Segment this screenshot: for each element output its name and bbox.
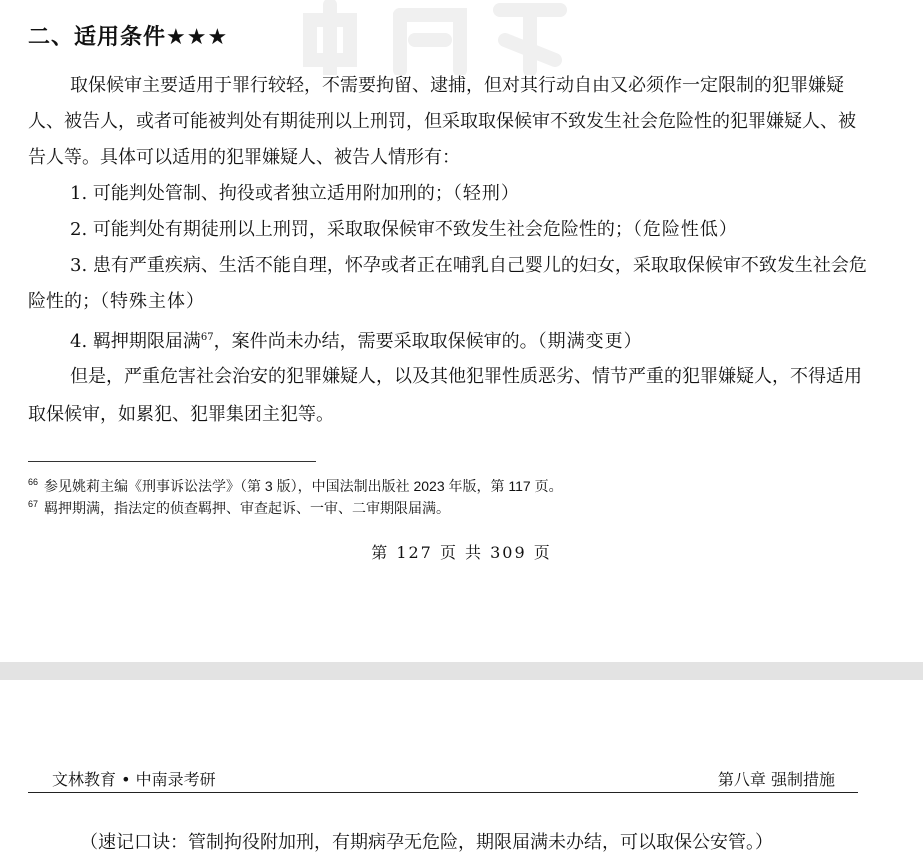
closing-paragraph: 但是，严重危害社会治安的犯罪嫌疑人，以及其他犯罪性质恶劣、情节严重的犯罪嫌疑人，不得适用取保候审，如累犯、犯罪集团主犯等。 xyxy=(28,366,862,425)
list-item-text: 2. 可能判处有期徒刑以上刑罚，采取取保候审不致发生社会危险性的； xyxy=(70,219,633,240)
section-heading: 二、适用条件★★★ xyxy=(28,25,229,50)
footnote-ref[interactable]: 67 xyxy=(200,332,214,343)
watermark-logo xyxy=(290,0,590,75)
list-item xyxy=(70,176,520,212)
footnote xyxy=(28,498,450,518)
running-header-right: 第八章 强制措施 xyxy=(717,770,835,789)
list-item-text: 4. 羁押期限届满 xyxy=(70,331,201,352)
mnemonic-text: （速记口诀：管制拘役附加刑，有期病孕无危险，期限届满未办结，可以取保公安管。） xyxy=(80,832,773,853)
page-separator xyxy=(0,662,923,680)
list-item-note: （期满变更） xyxy=(537,331,643,352)
footnote-number: 66 xyxy=(28,477,39,488)
footnote-number: 67 xyxy=(28,499,39,510)
list-item-note: （危险性低） xyxy=(632,219,738,240)
list-item-text: 1. 可能判处管制、拘役或者独立适用附加刑的； xyxy=(70,183,453,204)
header-divider xyxy=(28,792,858,793)
list-item-text-cont: ，案件尚未办结，需要采取取保候审的。 xyxy=(213,331,538,352)
list-item-note: （轻刑） xyxy=(452,183,520,204)
footnote-text: 参见姚莉主编《刑事诉讼法学》（第 3 版），中国法制出版社 2023 年版，第 117 页。 xyxy=(44,478,563,494)
list-item xyxy=(70,212,738,248)
footnote xyxy=(28,476,563,496)
running-header-left: 文林教育 • 中南录考研 xyxy=(52,770,216,789)
list-item-note: （特殊主体） xyxy=(100,291,205,312)
list-item xyxy=(70,320,643,360)
intro-paragraph: 取保候审主要适用于罪行较轻，不需要拘留、逮捕，但对其行动自由又必须作一定限制的犯罪嫌疑人、被告人，或者可能被判处有期徒刑以上刑罚，但采取取保候审不致发生社会危险性的犯罪嫌疑人、被告人等。具体可以适用的犯罪嫌疑人、被告人情形有： xyxy=(28,75,856,168)
footnote-text: 羁押期满，指法定的侦查羁押、审查起诉、一审、二审期限届满。 xyxy=(44,500,451,516)
list-item xyxy=(28,248,868,320)
list-item-text: 3. 患有严重疾病、生活不能自理，怀孕或者正在哺乳自己婴儿的妇女，采取取保候审不致发生社会危险性的； xyxy=(28,255,867,312)
footnote-divider xyxy=(28,461,316,462)
page-number: 第 127 页 共 309 页 xyxy=(371,543,552,562)
